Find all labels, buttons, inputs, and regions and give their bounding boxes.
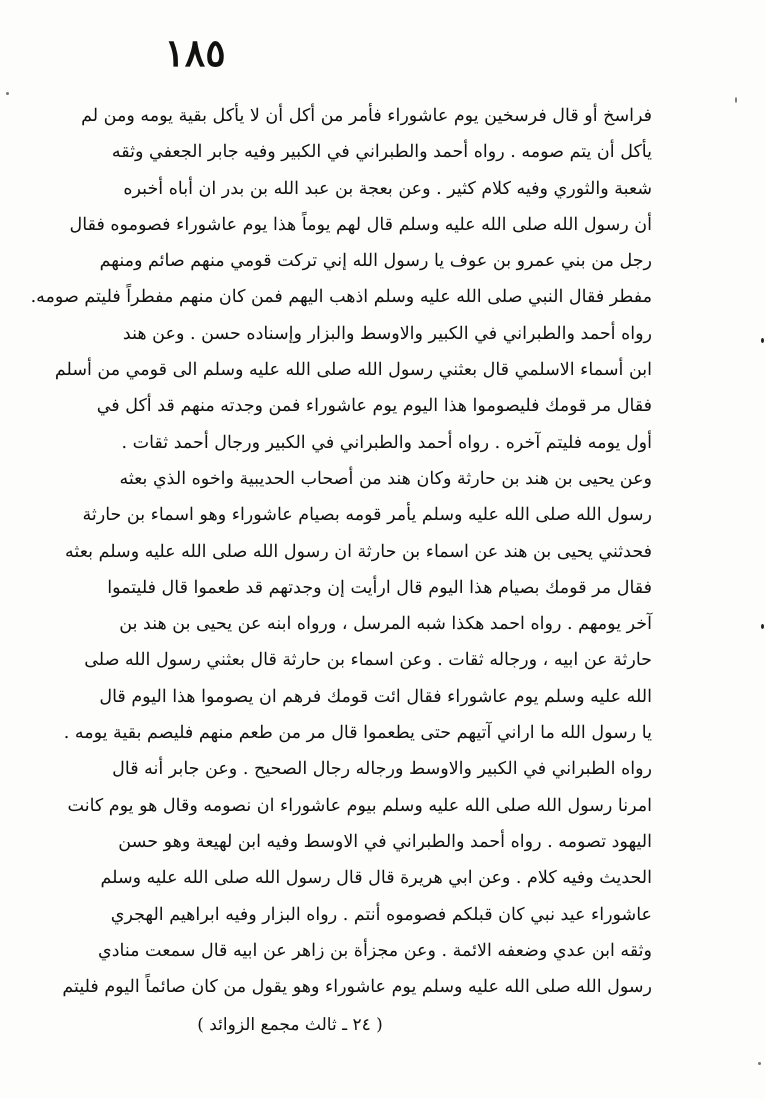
- page-number: ١٨٥: [164, 30, 226, 75]
- text-line: شعبة والثوري وفيه كلام كثير . وعن بعجة بن عبد الله بن بدر ان أباه أخبره: [123, 178, 652, 199]
- text-line: أول يومه فليتم آخره . رواه أحمد والطبراني في الكبير ورجال أحمد ثقات .: [121, 432, 652, 453]
- scan-speck: [758, 1062, 761, 1065]
- text-line: رسول الله صلى الله عليه وسلم يأمر قومه بصيام عاشوراء وهو اسماء بن حارثة: [82, 505, 652, 526]
- text-line: رواه الطبراني في الكبير والاوسط ورجاله رجال الصحيح . وعن جابر أنه قال: [112, 759, 652, 780]
- text-line: فقال مر قومك فليصوموا هذا اليوم يوم عاشوراء فمن وجدته منهم قد أكل في: [96, 396, 652, 417]
- text-line: رجل من بني عمرو بن عوف يا رسول الله إني تركت قومي منهم صائم ومنهم: [99, 251, 652, 272]
- text-line: فقال مر قومك بصيام هذا اليوم قال ارأيت إن وجدتهم قد طعموا قال فليتموا: [107, 577, 652, 598]
- text-line: اليهود تصومه . رواه أحمد والطبراني في الاوسط وفيه ابن لهيعة وهو حسن: [118, 831, 652, 852]
- text-line: الله عليه وسلم يوم عاشوراء فقال ائت قومك فرهم ان يصوموا هذا اليوم قال: [99, 686, 652, 707]
- text-line: مفطر فقال النبي صلى الله عليه وسلم اذهب اليهم فمن كان منهم مفطراً فليتم صومه.: [30, 287, 652, 308]
- text-line: ابن أسماء الاسلمي قال بعثني رسول الله صلى الله عليه وسلم الى قومي من أسلم: [54, 360, 652, 381]
- text-line: الحديث وفيه كلام . وعن ابي هريرة قال قال رسول الله صلى الله عليه وسلم: [100, 868, 652, 889]
- scan-speck: [761, 624, 764, 629]
- text-line: وعن يحيى بن هند بن حارثة وكان هند من أصحاب الحديبية واخوه الذي بعثه: [119, 468, 652, 489]
- text-line: رواه أحمد والطبراني في الكبير والاوسط والبزار وإسناده حسن . وعن هند: [122, 323, 652, 344]
- text-line: فراسخ أو قال فرسخين يوم عاشوراء فأمر من أكل أن لا يأكل بقية يومه ومن لم: [81, 106, 652, 126]
- scan-speck: [761, 338, 764, 343]
- text-line: امرنا رسول الله صلى الله عليه وسلم بيوم عاشوراء ان نصومه وقال هو يوم كانت: [67, 795, 652, 816]
- body-text: [30, 98, 652, 1005]
- scan-speck: [6, 92, 9, 95]
- text-line: رسول الله صلى الله عليه وسلم يوم عاشوراء وهو يقول من كان صائماً اليوم فليتم: [62, 977, 652, 998]
- text-line: آخر يومهم . رواه احمد هكذا شبه المرسل ، ورواه ابنه عن يحيى بن هند بن: [119, 614, 652, 635]
- text-line: يأكل أن يتم صومه . رواه أحمد والطبراني في الكبير وفيه جابر الجعفي وثقه: [111, 142, 652, 163]
- text-line: فحدثني يحيى بن هند عن اسماء بن حارثة ان رسول الله صلى الله عليه وسلم بعثه: [65, 541, 652, 562]
- text-line: أن رسول الله صلى الله عليه وسلم قال لهم يوماً هذا يوم عاشوراء فصوموه فقال: [69, 214, 652, 235]
- text-line: عاشوراء عيد نبي كان قبلكم فصوموه أنتم . رواه البزار وفيه ابراهيم الهجري: [110, 904, 652, 925]
- footer-signature: ( ٢٤ ـ ثالث مجمع الزوائد ): [197, 1015, 383, 1035]
- scan-speck: [735, 97, 737, 103]
- text-line: وثقه ابن عدي وضعفه الائمة . وعن مجزأة بن زاهر عن ابيه قال سمعت منادي: [98, 940, 652, 961]
- text-line: يا رسول الله ما اراني آتيهم حتى يطعموا قال مر من طعم منهم فليصم بقية يومه .: [63, 723, 652, 744]
- text-line: حارثة عن ابيه ، ورجاله ثقات . وعن اسماء بن حارثة قال بعثني رسول الله صلى: [84, 650, 652, 671]
